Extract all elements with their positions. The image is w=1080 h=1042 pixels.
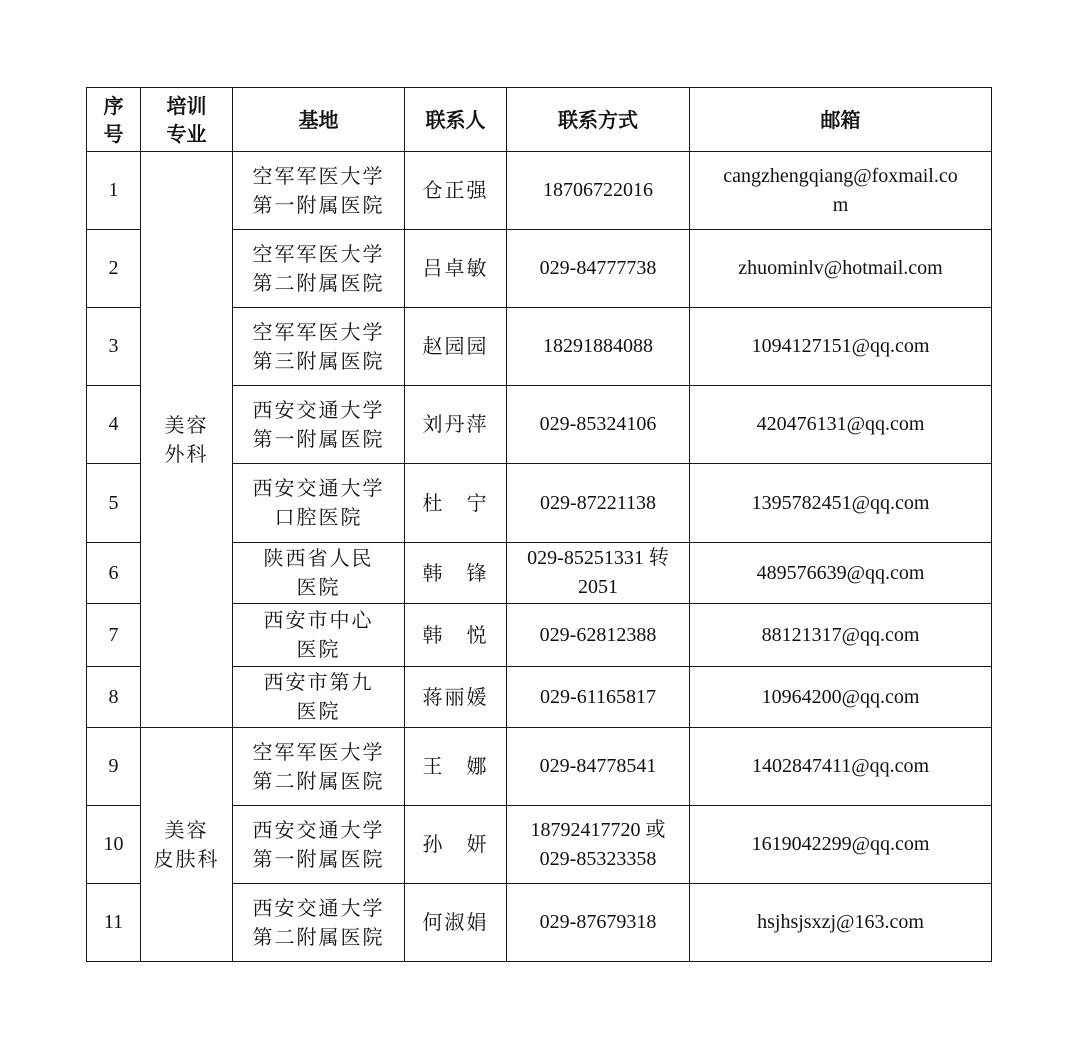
base-hospital-cell: [233, 604, 405, 667]
contact-person-cell: 仓正强: [405, 152, 507, 230]
cell-line: 西安交通大学: [252, 895, 385, 920]
email-cell: [690, 604, 992, 667]
contact-person-cell: 韩 悦: [405, 604, 507, 667]
training-base-contact-table: [86, 87, 992, 962]
row-index: 1: [87, 152, 141, 230]
base-hospital-cell: [233, 884, 405, 962]
cell-line: 029-85251331 转: [527, 547, 669, 569]
cell-line: 空军军医大学: [252, 319, 385, 344]
row-index: 9: [87, 728, 141, 806]
base-hospital-cell: [233, 230, 405, 308]
header-index: 序 号: [87, 88, 141, 152]
row-index: 6: [87, 543, 141, 604]
row-index: 3: [87, 308, 141, 386]
row-index: 5: [87, 464, 141, 543]
table-row: [87, 152, 992, 230]
cell-line: 1619042299@qq.com: [751, 833, 930, 855]
email-cell: [690, 543, 992, 604]
contact-person-cell: 韩 锋: [405, 543, 507, 604]
email-cell: [690, 386, 992, 464]
cell-line: 西安交通大学: [252, 476, 385, 500]
base-hospital-cell: [233, 386, 405, 464]
specialty-group-cell: [141, 152, 233, 728]
cell-line: 1094127151@qq.com: [751, 335, 930, 357]
cell-line: 西安交通大学: [252, 397, 385, 422]
cell-line: 第一附属医院: [252, 192, 385, 217]
cell-line: 第一附属医院: [252, 426, 385, 451]
cell-line: 489576639@qq.com: [756, 561, 925, 584]
base-hospital-cell: [233, 152, 405, 230]
cell-line: 18706722016: [543, 179, 653, 201]
cell-line: 029-61165817: [540, 685, 656, 708]
cell-line: 029-84777738: [539, 257, 657, 279]
email-cell: [690, 806, 992, 884]
cell-line: zhuominlv@hotmail.com: [738, 257, 943, 279]
phone-cell: [507, 386, 690, 464]
contact-person-cell: 赵园园: [405, 308, 507, 386]
header-contact: 联系人: [405, 88, 507, 152]
cell-line: 029-87679318: [539, 911, 657, 933]
base-hospital-cell: [233, 543, 405, 604]
cell-line: 美容: [164, 817, 209, 842]
cell-line: 420476131@qq.com: [756, 413, 925, 435]
phone-cell: [507, 230, 690, 308]
cell-line: 第三附属医院: [252, 348, 385, 373]
phone-cell: [507, 884, 690, 962]
cell-line: 第二附属医院: [252, 270, 385, 295]
contact-person-cell: 王 娜: [405, 728, 507, 806]
header-row: [87, 88, 992, 152]
cell-line: 第二附属医院: [252, 924, 385, 949]
cell-line: 029-87221138: [540, 491, 656, 514]
cell-line: 18792417720 或: [530, 818, 666, 841]
row-index: 8: [87, 667, 141, 728]
phone-cell: [507, 464, 690, 543]
table-row: [87, 728, 992, 806]
header-specialty: 培训 专业: [141, 88, 233, 152]
base-hospital-cell: [233, 806, 405, 884]
phone-cell: [507, 806, 690, 884]
cell-line: 2051: [578, 576, 618, 598]
cell-line: 医院: [296, 637, 341, 661]
contact-person-cell: 何淑娟: [405, 884, 507, 962]
cell-line: 口腔医院: [274, 505, 363, 529]
contact-person-cell: 刘丹萍: [405, 386, 507, 464]
cell-line: 皮肤科: [153, 846, 220, 871]
cell-line: 医院: [296, 575, 341, 599]
cell-line: 10964200@qq.com: [761, 685, 920, 708]
cell-line: 空军军医大学: [252, 241, 385, 266]
contact-person-cell: 蒋丽媛: [405, 667, 507, 728]
email-cell: [690, 152, 992, 230]
row-index: 4: [87, 386, 141, 464]
email-cell: [690, 464, 992, 543]
row-index: 10: [87, 806, 141, 884]
contact-person-cell: 吕卓敏: [405, 230, 507, 308]
row-index: 11: [87, 884, 141, 962]
header-base: 基地: [233, 88, 405, 152]
cell-line: 029-85323358: [539, 847, 657, 870]
phone-cell: [507, 667, 690, 728]
cell-line: 医院: [296, 699, 341, 723]
header-phone: 联系方式: [507, 88, 690, 152]
phone-cell: [507, 604, 690, 667]
email-cell: [690, 667, 992, 728]
email-cell: [690, 308, 992, 386]
base-hospital-cell: [233, 308, 405, 386]
cell-line: 美容: [164, 412, 209, 437]
cell-line: 88121317@qq.com: [761, 623, 920, 646]
base-hospital-cell: [233, 464, 405, 543]
row-index: 7: [87, 604, 141, 667]
phone-cell: [507, 728, 690, 806]
email-cell: [690, 884, 992, 962]
cell-line: 029-84778541: [539, 755, 657, 777]
row-index: 2: [87, 230, 141, 308]
base-hospital-cell: [233, 728, 405, 806]
cell-line: hsjhsjsxzj@163.com: [757, 911, 924, 933]
cell-line: 外科: [164, 441, 209, 466]
contact-person-cell: 杜 宁: [405, 464, 507, 543]
header-email: 邮箱: [690, 88, 992, 152]
cell-line: cangzhengqiang@foxmail.co: [723, 164, 958, 187]
phone-cell: [507, 308, 690, 386]
cell-line: 029-62812388: [539, 623, 657, 646]
email-cell: [690, 728, 992, 806]
cell-line: m: [832, 193, 849, 216]
cell-line: 1402847411@qq.com: [751, 755, 930, 777]
cell-line: 西安交通大学: [252, 817, 385, 842]
cell-line: 第二附属医院: [252, 768, 385, 793]
cell-line: 空军军医大学: [252, 163, 385, 188]
phone-cell: [507, 543, 690, 604]
cell-line: 1395782451@qq.com: [751, 491, 930, 514]
email-cell: [690, 230, 992, 308]
cell-line: 空军军医大学: [252, 739, 385, 764]
cell-line: 西安市中心: [263, 608, 374, 632]
cell-line: 18291884088: [543, 335, 653, 357]
specialty-group-cell: [141, 728, 233, 962]
cell-line: 陕西省人民: [263, 546, 374, 570]
cell-line: 西安市第九: [263, 670, 374, 694]
cell-line: 029-85324106: [539, 413, 657, 435]
table-body: [87, 152, 992, 962]
phone-cell: [507, 152, 690, 230]
cell-line: 第一附属医院: [252, 846, 385, 871]
contact-person-cell: 孙 妍: [405, 806, 507, 884]
base-hospital-cell: [233, 667, 405, 728]
